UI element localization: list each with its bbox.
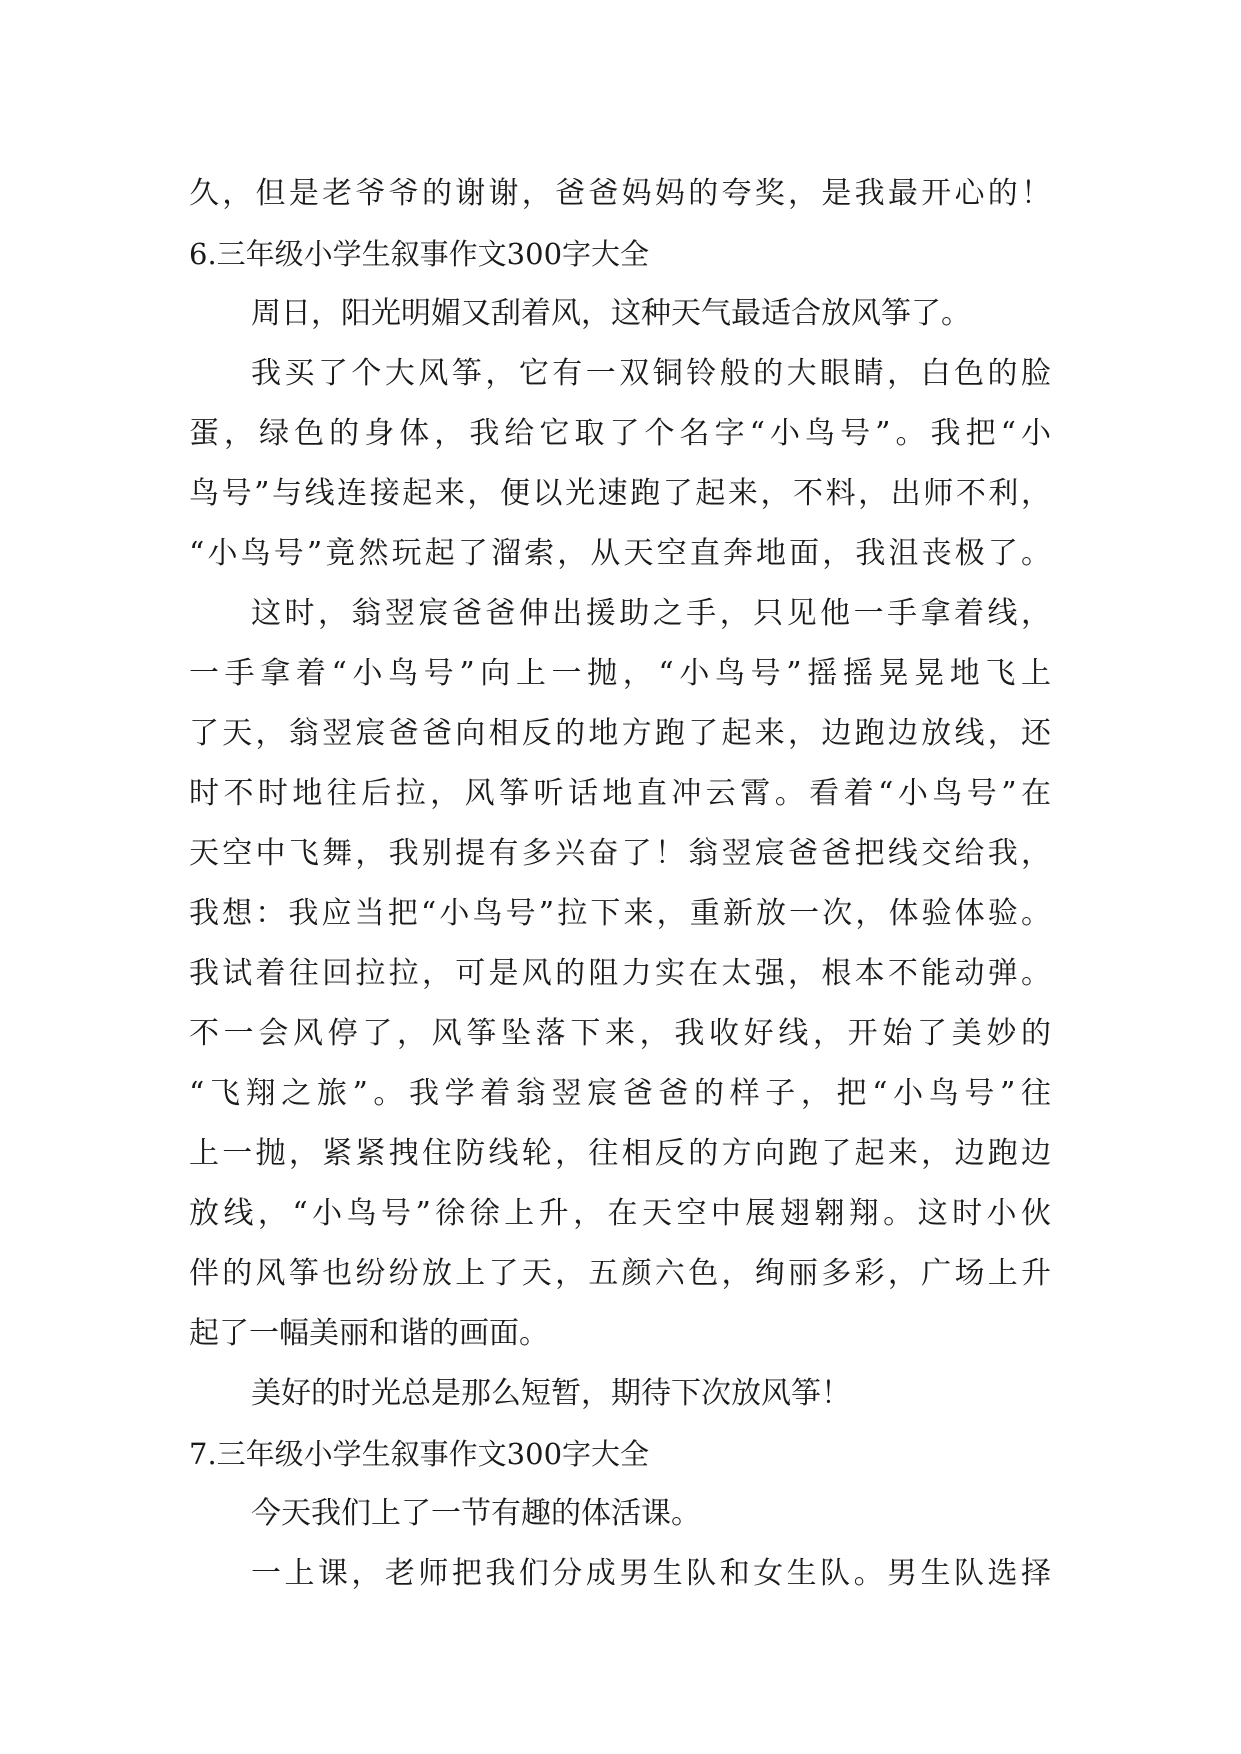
text-line: 我买了个大风筝，它有一双铜铃般的大眼睛，白色的脸 xyxy=(251,356,1051,391)
text-line: 今天我们上了一节有趣的体活课。 xyxy=(251,1496,701,1531)
text-line: 一上课，老师把我们分成男生队和女生队。男生队选择 xyxy=(251,1556,1051,1591)
document-page xyxy=(189,164,1051,1604)
text-line: 放线，“小鸟号”徐徐上升，在天空中展翅翱翔。这时小伙 xyxy=(189,1196,1051,1231)
text-line: 一手拿着“小鸟号”向上一抛，“小鸟号”摇摇晃晃地飞上 xyxy=(189,656,1051,691)
section-heading: 7.三年级小学生叙事作文300字大全 xyxy=(189,1437,650,1471)
text-line: 美好的时光总是那么短暂，期待下次放风筝！ xyxy=(251,1376,851,1411)
text-line: 蛋，绿色的身体，我给它取了个名字“小鸟号”。我把“小 xyxy=(189,416,1051,451)
text-line: 上一抛，紧紧拽住防线轮，往相反的方向跑了起来，边跑边 xyxy=(189,1136,1051,1171)
text-line: 时不时地往后拉，风筝听话地直冲云霄。看着“小鸟号”在 xyxy=(189,776,1051,811)
text-line: 这时，翁翌宸爸爸伸出援助之手，只见他一手拿着线， xyxy=(251,596,1051,631)
text-line: 我想：我应当把“小鸟号”拉下来，重新放一次，体验体验。 xyxy=(189,896,1051,931)
text-line: 我试着往回拉拉，可是风的阻力实在太强，根本不能动弹。 xyxy=(189,956,1051,991)
section-heading: 6.三年级小学生叙事作文300字大全 xyxy=(189,237,650,271)
text-line: 鸟号”与线连接起来，便以光速跑了起来，不料，出师不利， xyxy=(189,476,1051,511)
text-line: “飞翔之旅”。我学着翁翌宸爸爸的样子，把“小鸟号”往 xyxy=(189,1076,1051,1111)
text-line: 天空中飞舞，我别提有多兴奋了！翁翌宸爸爸把线交给我， xyxy=(189,836,1051,871)
text-line: 伴的风筝也纷纷放上了天，五颜六色，绚丽多彩，广场上升 xyxy=(189,1256,1051,1291)
text-line: 久，但是老爷爷的谢谢，爸爸妈妈的夸奖，是我最开心的！ xyxy=(189,176,1051,211)
text-line: 周日，阳光明媚又刮着风，这种天气最适合放风筝了。 xyxy=(251,296,971,331)
text-line: 了天，翁翌宸爸爸向相反的地方跑了起来，边跑边放线，还 xyxy=(189,716,1051,751)
text-line: 不一会风停了，风筝坠落下来，我收好线，开始了美妙的 xyxy=(189,1016,1051,1051)
text-line: “小鸟号”竟然玩起了溜索，从天空直奔地面，我沮丧极了。 xyxy=(189,536,1051,571)
text-line: 起了一幅美丽和谐的画面。 xyxy=(189,1316,549,1351)
